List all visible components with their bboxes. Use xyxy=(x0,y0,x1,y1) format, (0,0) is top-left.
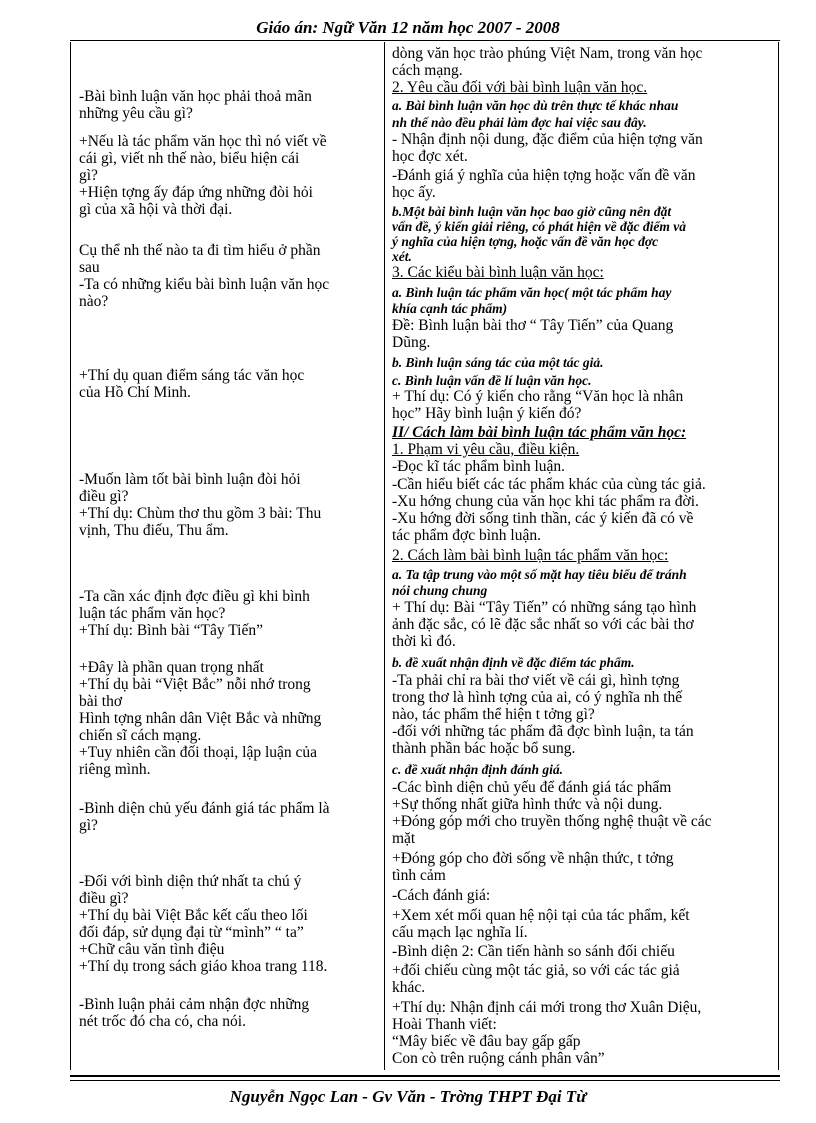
left-line: -Bình luận phải cảm nhận đợc những xyxy=(79,996,310,1013)
left-line: +Tuy nhiên cần đối thoại, lập luận của xyxy=(79,744,318,761)
right-line: thành phần bác hoặc bổ sung. xyxy=(392,740,576,757)
left-line: +Nếu là tác phẩm văn học thì nó viết về xyxy=(79,133,327,150)
right-line xyxy=(392,424,686,441)
right-line: học đợc xét. xyxy=(392,148,468,165)
left-line: điều gì? xyxy=(79,488,129,505)
right-line: trong thơ là hình tợng của ai, có ý nghĩa nh thế xyxy=(392,689,683,706)
right-line: nói chung chung xyxy=(392,583,488,598)
right-line: khác. xyxy=(392,979,426,996)
right-line: vấn đề, ý kiến giải riêng, có phát hiện về đặc điểm và xyxy=(392,219,686,234)
section-heading: 3. Các kiểu bài bình luận văn học: xyxy=(392,264,604,281)
left-line: gì? xyxy=(79,167,98,184)
right-line: +Đóng góp mới cho truyền thống nghệ thuật về các xyxy=(392,813,712,830)
right-line: b.Một bài bình luận văn học bao giờ cũng nên đặt xyxy=(392,204,672,219)
left-line: -Ta có những kiểu bài bình luận văn học xyxy=(79,276,330,293)
left-line: nét trốc đó cha có, cha nói. xyxy=(79,1013,246,1030)
right-line: + Thí dụ: Có ý kiến cho rằng “Văn học là nhân xyxy=(392,388,684,405)
right-line: a. Bình luận tác phẩm văn học( một tác phẩm hay xyxy=(392,285,672,300)
left-line: -Muốn làm tốt bài bình luận đòi hỏi xyxy=(79,471,301,488)
right-line: +Thí dụ: Nhận định cái mới trong thơ Xuân Diệu, xyxy=(392,999,702,1016)
right-line: nào, tác phẩm thể hiện t tởng gì? xyxy=(392,706,595,723)
left-line: gì của xã hội và thời đại. xyxy=(79,201,233,218)
section-heading: 2. Yêu cầu đối với bài bình luận văn học. xyxy=(392,79,648,96)
left-line: +Thí dụ bài “Việt Bắc” nỗi nhớ trong xyxy=(79,676,311,693)
right-line: -Xu hớng đời sống tinh thần, các ý kiến đã có về xyxy=(392,510,694,527)
right-line: cấu mạch lạc nghĩa lí. xyxy=(392,924,528,941)
left-line: +Thí dụ trong sách giáo khoa trang 118. xyxy=(79,958,328,975)
left-line: -Bài bình luận văn học phải thoả mãn xyxy=(79,88,312,105)
left-line: chiến sĩ cách mạng. xyxy=(79,727,202,744)
right-line: dòng văn học trào phúng Việt Nam, trong văn học xyxy=(392,45,703,62)
left-line: cái gì, viết nh thế nào, biểu hiện cái xyxy=(79,150,300,167)
footer-rule xyxy=(70,1075,780,1077)
right-line: -Cần hiểu biết các tác phẩm khác của cùng tác giả. xyxy=(392,476,706,493)
right-line: ý nghĩa của hiện tợng, hoặc vấn đề văn học đợc xyxy=(392,234,659,249)
right-line xyxy=(392,441,579,458)
left-line: -Ta cần xác định đợc điều gì khi bình xyxy=(79,588,310,605)
right-line: mặt xyxy=(392,830,416,847)
left-line: +Thí dụ quan điểm sáng tác văn học xyxy=(79,367,305,384)
right-line: cách mạng. xyxy=(392,62,463,79)
left-line: sau xyxy=(79,259,100,276)
right-line: -đối với những tác phẩm đã đợc bình luận, ta tán xyxy=(392,723,694,740)
lesson-table xyxy=(70,42,779,1070)
left-line: +Chữ câu văn tình điệu xyxy=(79,941,225,958)
right-line: “Mây biếc về đâu bay gấp gấp xyxy=(392,1033,581,1050)
left-line: bài thơ xyxy=(79,693,123,710)
right-line: -Cách đánh giá: xyxy=(392,887,491,904)
right-line: Hoài Thanh viết: xyxy=(392,1016,497,1033)
left-line: +Thí dụ bài Việt Bắc kết cấu theo lối xyxy=(79,907,308,924)
left-line: +Hiện tợng ấy đáp ứng những đòi hỏi xyxy=(79,184,313,201)
right-line: a. Ta tập trung vào một số mặt hay tiêu biểu để tránh xyxy=(392,567,687,582)
left-line: riêng mình. xyxy=(79,761,151,778)
right-line: + Thí dụ: Bài “Tây Tiến” có những sáng tạo hình xyxy=(392,599,697,616)
left-line: vịnh, Thu điếu, Thu ẩm. xyxy=(79,522,229,539)
right-line: -Các bình diện chủ yếu để đánh giá tác phẩm xyxy=(392,779,672,796)
right-line: ảnh đặc sắc, có lẽ đặc sắc nhất so với các bài thơ xyxy=(392,616,694,633)
right-line: tác phẩm đợc bình luận. xyxy=(392,527,541,544)
left-line: luận tác phẩm văn học? xyxy=(79,605,226,622)
right-line: +đối chiếu cùng một tác giả, so với các tác giả xyxy=(392,962,680,979)
left-line: -Bình diện chủ yếu đánh giá tác phẩm là xyxy=(79,800,330,817)
right-line xyxy=(392,79,647,96)
right-line: học” Hãy bình luận ý kiến đó? xyxy=(392,405,582,422)
header-rule xyxy=(70,40,780,41)
column-divider xyxy=(384,42,385,1070)
left-line: Hình tợng nhân dân Việt Bắc và những xyxy=(79,710,322,727)
left-line: điều gì? xyxy=(79,890,129,907)
section-heading: 2. Cách làm bài bình luận tác phẩm văn học: xyxy=(392,547,669,564)
right-line xyxy=(392,264,604,281)
right-line: -Ta phải chỉ ra bài thơ viết về cái gì, hình tợng xyxy=(392,672,680,689)
right-line: - Nhận định nội dung, đặc điểm của hiện tợng văn xyxy=(392,131,703,148)
right-line: Dũng. xyxy=(392,334,431,351)
left-line: -Đối với bình diện thứ nhất ta chú ý xyxy=(79,873,302,890)
right-line: c. đề xuất nhận định đánh giá. xyxy=(392,762,564,777)
footer-rule xyxy=(70,1080,780,1081)
left-line: +Đây là phần quan trọng nhất xyxy=(79,659,264,676)
page-footer: Nguyễn Ngọc Lan - Gv Văn - Trờng THPT Đại Từ xyxy=(229,1087,587,1106)
right-line: +Đóng góp cho đời sống về nhận thức, t tởng xyxy=(392,850,674,867)
right-line: -Đánh giá ý nghĩa của hiện tợng hoặc vấn đề văn xyxy=(392,167,696,184)
left-line: nào? xyxy=(79,293,109,310)
left-line: Cụ thể nh thế nào ta đi tìm hiểu ở phần xyxy=(79,242,321,259)
left-line: +Thí dụ: Chùm thơ thu gồm 3 bài: Thu xyxy=(79,505,322,522)
right-line: thời kì đó. xyxy=(392,633,456,650)
right-line: Con cò trên ruộng cánh phân vân” xyxy=(392,1050,605,1067)
part-heading: II/ Cách làm bài bình luận tác phẩm văn học: xyxy=(392,424,687,441)
page-header: Giáo án: Ngữ Văn 12 năm học 2007 - 2008 xyxy=(256,18,560,37)
right-line: xét. xyxy=(392,249,412,264)
right-line xyxy=(392,547,668,564)
right-line: khía cạnh tác phẩm) xyxy=(392,301,508,316)
right-line: học ấy. xyxy=(392,184,436,201)
right-line: +Xem xét mối quan hệ nội tại của tác phẩm, kết xyxy=(392,907,690,924)
right-line: b. Bình luận sáng tác của một tác giả. xyxy=(392,355,604,370)
right-line: c. Bình luận vấn đề lí luận văn học. xyxy=(392,373,592,388)
right-line: Đề: Bình luận bài thơ “ Tây Tiến” của Quang xyxy=(392,317,674,334)
right-line: -Bình diện 2: Cần tiến hành so sánh đối chiếu xyxy=(392,943,675,960)
left-line: của Hồ Chí Minh. xyxy=(79,384,191,401)
right-line: +Sự thống nhất giữa hình thức và nội dung. xyxy=(392,796,663,813)
left-line: đối đáp, sử dụng đại từ “mình” “ ta” xyxy=(79,924,304,941)
right-line: b. đề xuất nhận định về đặc điểm tác phẩm. xyxy=(392,655,635,670)
right-line: tình cảm xyxy=(392,867,446,884)
left-line: gì? xyxy=(79,817,98,834)
left-line: +Thí dụ: Bình bài “Tây Tiến” xyxy=(79,622,263,639)
right-line: a. Bài bình luận văn học dù trên thực tế khác nhau xyxy=(392,98,679,113)
right-line: -Đọc kĩ tác phẩm bình luận. xyxy=(392,458,566,475)
left-line: những yêu cầu gì? xyxy=(79,105,193,122)
section-heading: 1. Phạm vi yêu cầu, điều kiện. xyxy=(392,441,580,458)
right-line: nh thế nào đều phải làm đợc hai việc sau đây. xyxy=(392,115,647,130)
right-line: -Xu hớng chung của văn học khi tác phẩm ra đời. xyxy=(392,493,699,510)
